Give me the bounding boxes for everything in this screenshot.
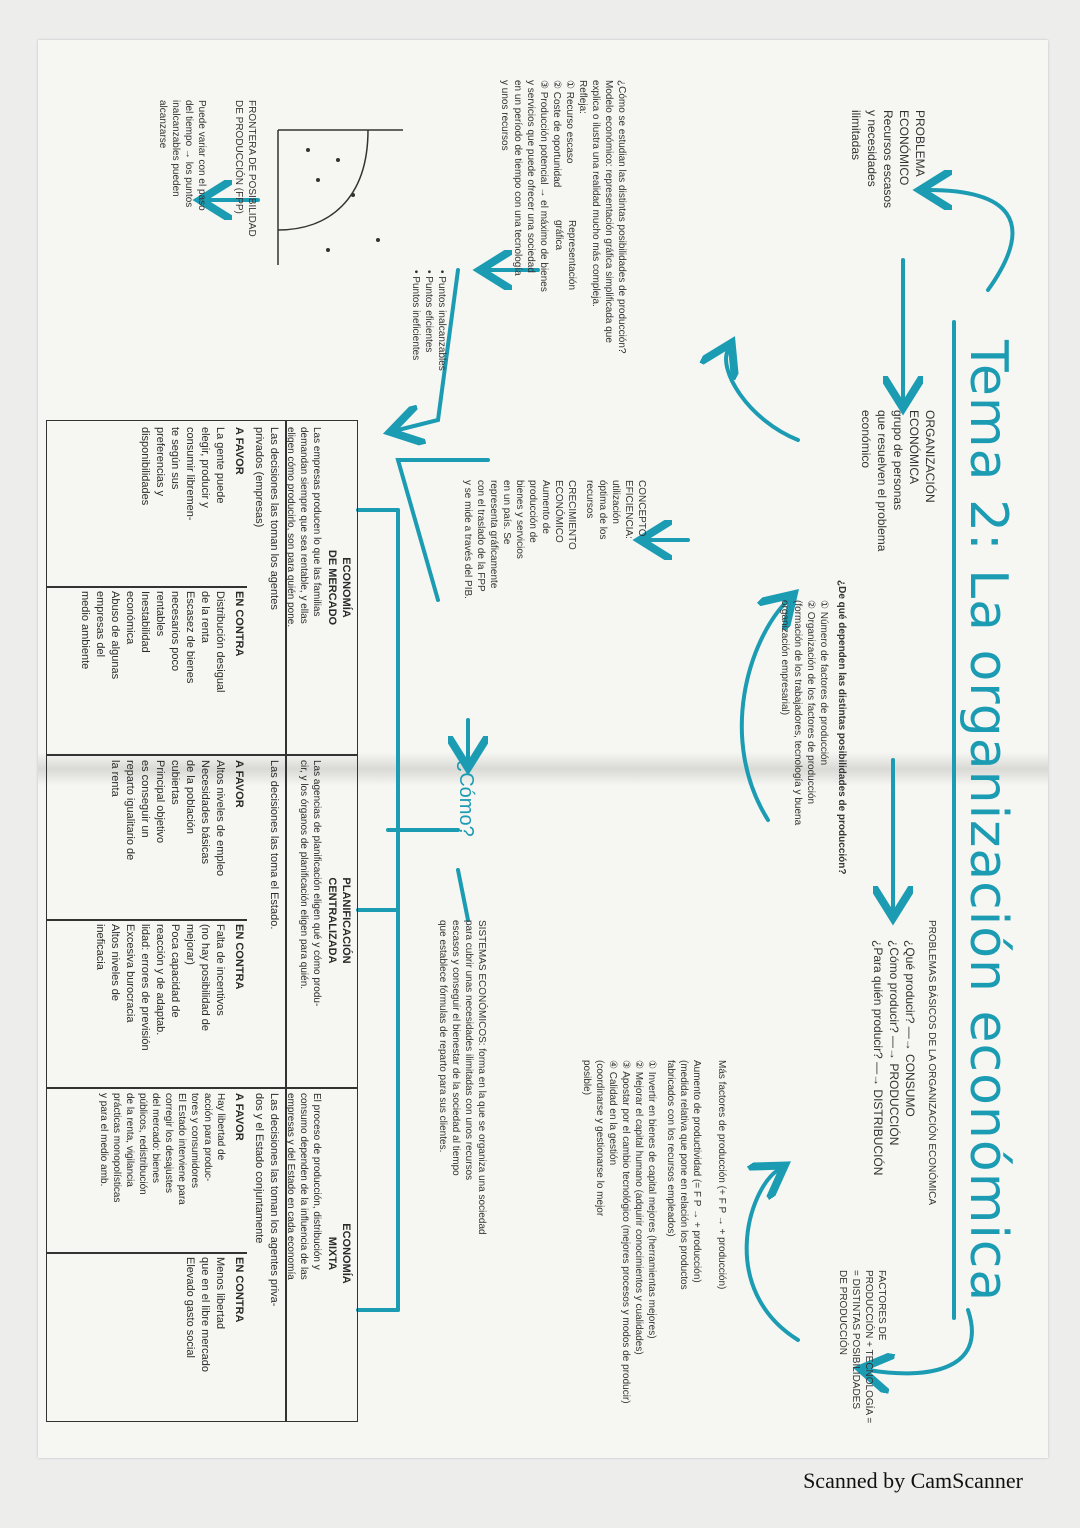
planificacion-desc: Las agencias de planificación eligen qué y cómo produ- cir, y los órganos de planificación eligen para quién. (298, 760, 322, 1007)
problema-row: ¿Para quién producir? —→ DISTRIBUCIÓN (871, 940, 885, 1176)
organizacion-economica: ORGANIZACIÓN ECONÓMICA grupo de personas que resuelven el problema económico (859, 410, 937, 552)
ppf-graph (268, 120, 408, 270)
rotated-content (38, 40, 1048, 1458)
crecimiento-economico: CRECIMIENTO ECONÓMICO Aumento de producción de bienes y servicios en un país. Se representa gráficamente con el traslado de la FPP y se mide a través del PIB. (462, 480, 577, 599)
mas-factores: Más factores de producción (+ F P → + producción) (716, 1060, 727, 1290)
problema-row: ¿Qué producir? —→ CONSUMO (903, 940, 917, 1117)
fpp-label: FRONTERA DE POSIBILIDAD DE PRODUCCIÓN (FPP) (233, 100, 257, 237)
mixta-desc: El proceso de producción, distribución y consumo dependen de la influencia de las empresas y del Estado en cada economía (285, 1093, 322, 1280)
factores-produccion: FACTORES DE PRODUCCIÓN + TECNOLOGÍA = = DISTINTAS POSIBILIDADES DE PRODUCCIÓN (837, 1270, 887, 1424)
mixta-contra-heading: EN CONTRA (233, 1257, 245, 1323)
planificacion-decisiones: Las decisiones las toma el Estado. (268, 760, 280, 930)
productividad: Aumento de productividad (= F P → + producción) (medida relativa que pone en relación los productos fabricados con los recursos empleados) (665, 1060, 702, 1290)
planificacion-favor-heading: A FAVOR (233, 760, 245, 808)
mixta-favor: Hay libertad de acción para produc- tores y consumidores El Estado interviene para corregir los desajustes del mercado: bienes públicos, redistribución de la renta, vigilancia prácticas monopolísticas y para el medio amb. (98, 1093, 226, 1205)
economic-systems-table (46, 420, 358, 1422)
fpp-note: Puede variar con el paso del tiempo → los puntos inalcanzables pueden alcanzarse (157, 100, 207, 211)
mixta-decisiones: Las decisiones las toman los agentes priva- dos y el Estado conjuntamente (253, 1093, 280, 1307)
mercado-title: ECONOMÍA DE MERCADO (326, 549, 352, 626)
concepto-eficiencia: CONCEPTO EFICIENCIA: utilización óptima de los recursos (584, 480, 647, 540)
como-se-estudian: ¿Cómo se estudian las distintas posibilidades de producción? Modelo económico: representación gráfica simplificada que explica o ilustra una realidad mucho más compleja. Refleja: ① Recurso escaso ② Coste de oportunidad ③ Producción potencial → el máximo de bienes y servicios que puede ofrecer una sociedad en un período de tiempo con una tecnología y unos recursos (499, 80, 627, 354)
problemas-basicos-heading: PROBLEMAS BÁSICOS DE LA ORGANIZACIÓN ECONÓMICA (926, 920, 937, 1206)
puntos-legend: • Puntos inalcanzables • Puntos eficientes • Puntos ineficientes (410, 270, 447, 371)
problema-row: ¿Cómo producir? —→ PRODUCCIÓN (887, 940, 901, 1146)
planificacion-contra-heading: EN CONTRA (233, 924, 245, 990)
title-underline (952, 320, 956, 1320)
camscanner-footer: Scanned by CamScanner (803, 1468, 1023, 1493)
de-que-dependen: ¿De qué dependen las distintas posibilidades de producción? (836, 580, 847, 875)
problemas-basicos-list (870, 940, 918, 1240)
de-que-list: ① Número de factores de producción ② Organización de los factores de producción (formación de los trabajadores, tecnología y buena organización empresarial) (779, 600, 829, 826)
mercado-desc: Las empresas producen lo que las familias demandan siempre que sea rentable, y ellas eligen cómo producirlo, son para quién pone. (285, 427, 322, 628)
sistemas-economicos: SISTEMAS ECONÓMICOS: forma en la que se organiza una sociedad para cubrir unas necesidades ilimitadas con unos recursos escasos y conseguir el bienestar de la sociedad al tiempo que establece fórmulas de reparto para sus clientes. (437, 920, 487, 1235)
planificacion-title: PLANIFICACIÓN CENTRALIZADA (326, 877, 352, 964)
mercado-favor: La gente puede elegir, producir y consumir libremen- te según sus preferencias y disponibilidades (139, 427, 226, 521)
mixta-favor-heading: A FAVOR (233, 1093, 245, 1141)
mercado-decisiones: Las decisiones las toman los agentes privados (empresas) (253, 427, 280, 610)
mercado-contra: Distribución desigual de la renta Escasez de bienes necesarios poco rentables Inestabilidad económica Abuso de algunas empresas del medio ambiente (79, 591, 226, 693)
mixta-title: ECONOMÍA MIXTA (326, 1223, 352, 1284)
productividad-list: ① Invertir en bienes de capital mejores (herramientas mejores) ② Mejorar el capital humano (adquirir conocimientos y cualidades) ③ Apostar por el cambio tecnológico (mejores procesos y modos de producir) ④ Calidad en la gestión (coordinarse y gestionarse lo mejor posible) (581, 1060, 657, 1404)
como-label: ¿Cómo? (455, 760, 477, 837)
planificacion-favor: Altos niveles de empleo Necesidades básicas de la población cubiertas Principal objetivo es conseguir un reparto igualitario de la renta (109, 760, 226, 877)
mercado-contra-heading: EN CONTRA (233, 591, 245, 657)
planificacion-contra: Falta de incentivos (no hay posibilidad de mejorar) Poca capacidad de reacción y de adaptab. lidad: errores de previsión Excesiva burocracia Altos niveles de ineficacia (94, 924, 226, 1051)
page-title: Tema 2: La organización económica (958, 340, 1018, 1303)
mercado-favor-heading: A FAVOR (233, 427, 245, 475)
mixta-contra: Menos libertad que en el libre mercado Elevado gasto social (184, 1257, 226, 1372)
problema-economico: PROBLEMA ECONÓMICO Recursos escasos y necesidades ilimitadas (849, 110, 927, 209)
representacion-grafica: Representación gráfica (553, 220, 577, 291)
